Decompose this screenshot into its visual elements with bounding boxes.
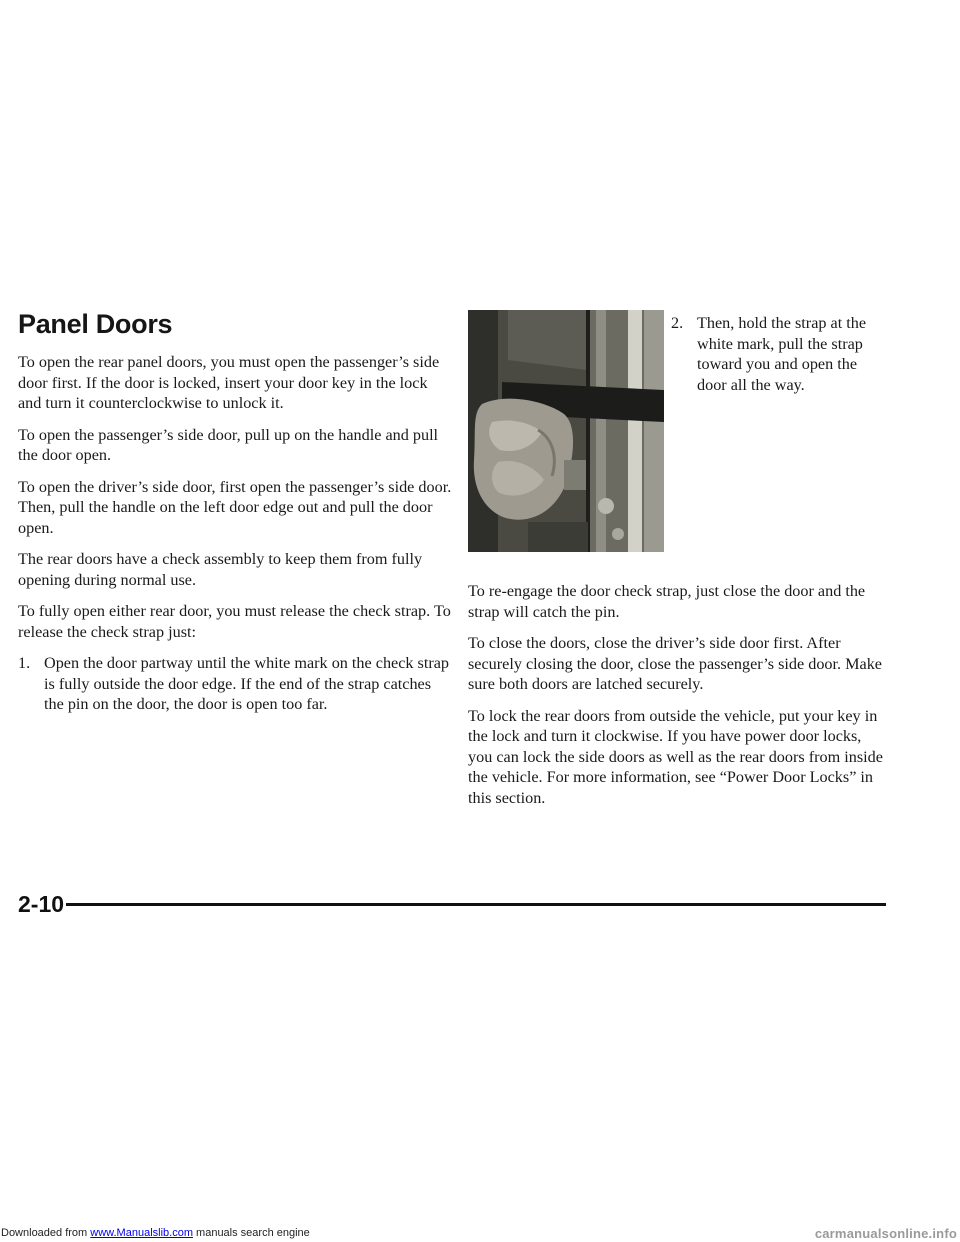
step-number: 1. (18, 654, 31, 672)
paragraph: To re-engage the door check strap, just close the door and the strap will catch the pin. (468, 582, 866, 621)
step-2 (671, 313, 886, 395)
door-strap-photo (468, 310, 664, 552)
page-number: 2-10 (18, 891, 65, 917)
paragraph: To open the passenger’s side door, pull up on the handle and pull the door open. (18, 425, 439, 464)
left-column (18, 352, 454, 715)
step-text: Then, hold the strap at the white mark, pull the strap toward you and open the door all the way. (697, 314, 867, 394)
download-footer (0, 1226, 960, 1242)
footer-source-text (1, 1227, 310, 1239)
list-item-step-1 (18, 653, 454, 715)
page-title: Panel Doors (18, 309, 173, 339)
watermark: carmanualsonline.info (814, 1226, 957, 1241)
footer-prefix: Downloaded from (1, 1227, 91, 1239)
list-item-step-2 (671, 313, 886, 395)
paragraph: To open the driver’s side door, first open the passenger’s side door. Then, pull the handle on the left door edge out and pull the door open. (18, 477, 452, 537)
paragraph: To fully open either rear door, you must release the check strap. To release the check strap just: (18, 602, 451, 641)
step-text: Open the door partway until the white mark on the check strap is fully outside the door edge. If the end of the strap catches the pin on the door, the door is open too far. (44, 654, 450, 713)
paragraph: To open the rear panel doors, you must open the passenger’s side door first. If the door is locked, insert your door key in the lock and turn it counterclockwise to unlock it. (18, 353, 440, 412)
right-column (468, 581, 888, 819)
paragraph: To lock the rear doors from outside the vehicle, put your key in the lock and turn it clockwise. If you have power door locks, you can lock the side doors as well as the rear doors from inside the vehicle. For more information, see “Power Door Locks” in this section. (468, 706, 883, 807)
paragraph: The rear doors have a check assembly to keep them from fully opening during normal use. (18, 550, 423, 589)
footer-rule (66, 903, 886, 906)
manualslib-link[interactable]: www.Manualslib.com (90, 1227, 193, 1239)
step-number: 2. (671, 314, 684, 332)
paragraph: To close the doors, close the driver’s side door first. After securely closing the door, close the passenger’s side door. Make sure both doors are latched securely. (468, 634, 882, 693)
footer-suffix: manuals search engine (192, 1227, 310, 1239)
